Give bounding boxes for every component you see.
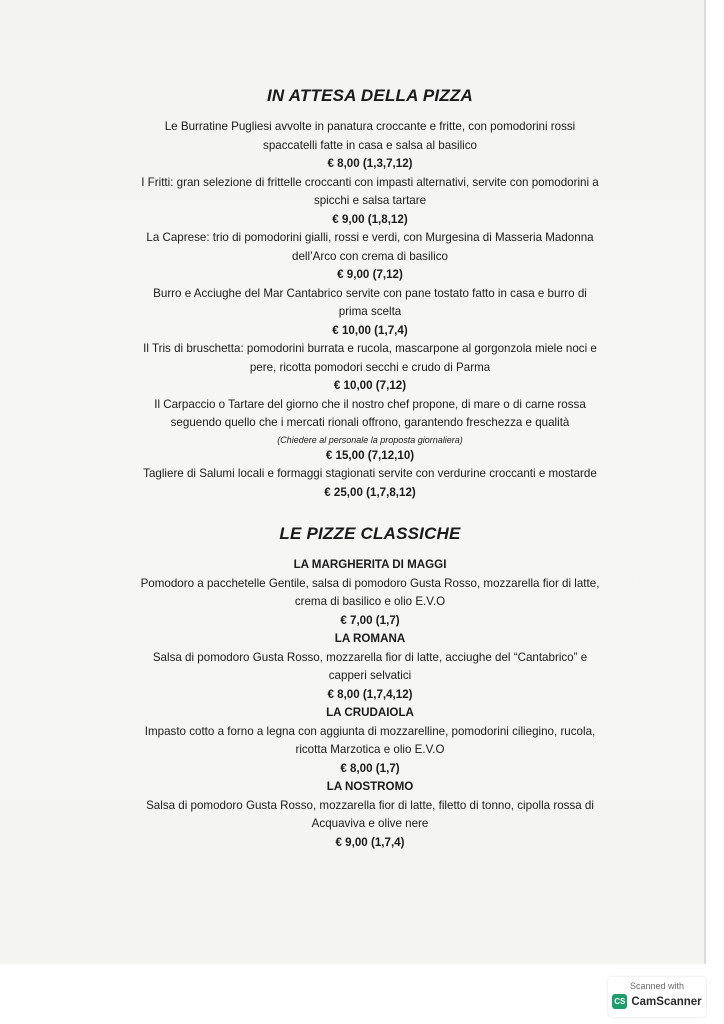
page-edge	[704, 0, 706, 964]
item-description: seguendo quello che i mercati rionali offrono, garantendo freschezza e qualità	[170, 416, 570, 429]
item-description: Le Burratine Pugliesi avvolte in panatura croccante e fritte, con pomodorini rossi	[164, 120, 576, 133]
item-price: € 8,00 (1,7)	[340, 761, 400, 775]
watermark-caption: Scanned with	[629, 981, 685, 991]
item-description: spicchi e salsa tartare	[313, 194, 427, 207]
menu-item-tagliere	[100, 465, 640, 502]
item-description: capperi selvatici	[328, 669, 412, 682]
item-price: € 9,00 (7,12)	[337, 268, 403, 281]
item-price: € 15,00 (7,12,10)	[325, 448, 415, 462]
pizza-name: LA NOSTROMO	[326, 780, 414, 793]
item-description: dell’Arco con crema di basilico	[292, 249, 448, 263]
item-price: € 8,00 (1,7,4,12)	[327, 687, 413, 701]
item-description: Salsa di pomodoro Gusta Rosso, mozzarella fior di latte, acciughe del “Cantabrico” e	[152, 650, 588, 664]
watermark-brand	[608, 994, 706, 1009]
pizza-name: LA ROMANA	[334, 632, 406, 645]
item-price: € 9,00 (1,7,4)	[335, 835, 405, 849]
pizza-margherita	[100, 556, 640, 630]
item-description: La Caprese: trio di pomodorini gialli, rossi e verdi, con Murgesina di Masseria Madonna	[146, 231, 594, 244]
section-title-pizze-classiche: LE PIZZE CLASSICHE	[279, 524, 461, 543]
pizza-crudaiola	[100, 704, 640, 778]
item-price: € 7,00 (1,7)	[340, 613, 400, 627]
item-description: Salsa di pomodoro Gusta Rosso, mozzarella fior di latte, filetto di tonno, cipolla rossa di	[146, 798, 594, 812]
item-price: € 10,00 (1,7,4)	[332, 323, 408, 337]
watermark-brand-name: CamScanner	[631, 995, 702, 1008]
item-description: Tagliere di Salumi locali e formaggi stagionati servite con verdurine croccanti e mostarde	[143, 467, 597, 480]
item-note: (Chiedere al personale la proposta giornaliera)	[277, 434, 463, 445]
item-description: prima scelta	[338, 305, 402, 318]
item-description: crema di basilico e olio E.V.O	[294, 595, 446, 608]
menu-item-burratine	[100, 118, 640, 174]
item-price: € 10,00 (7,12)	[333, 379, 407, 392]
item-description: I Fritti: gran selezione di frittelle croccanti con impasti alternativi, servite con pomodorini a	[141, 175, 599, 189]
menu-content	[100, 86, 640, 852]
item-price: € 9,00 (1,8,12)	[332, 212, 408, 226]
item-description: spaccatelli fatte in casa e salsa al basilico	[263, 138, 477, 152]
item-price: € 25,00 (1,7,8,12)	[324, 485, 416, 499]
item-description: Impasto cotto a forno a legna con aggiunta di mozzarelline, pomodorini ciliegino, rucola,	[144, 724, 596, 738]
camscanner-watermark	[608, 977, 706, 1017]
pizza-name: LA MARGHERITA DI MAGGI	[293, 558, 447, 571]
item-description: Acquaviva e olive nere	[311, 817, 429, 830]
menu-item-burro-acciughe	[100, 285, 640, 341]
menu-item-fritti	[100, 174, 640, 230]
camscanner-logo-icon: CS	[612, 994, 627, 1009]
pizza-name: LA CRUDAIOLA	[326, 706, 414, 719]
item-description: Il Carpaccio o Tartare del giorno che il nostro chef propone, di mare o di carne rossa	[154, 397, 586, 411]
menu-item-carpaccio	[100, 396, 640, 466]
pizza-nostromo	[100, 778, 640, 852]
item-price: € 8,00 (1,3,7,12)	[327, 157, 413, 170]
item-description: Il Tris di bruschetta: pomodorini burrata e rucola, mascarpone al gorgonzola miele noci e	[143, 342, 597, 355]
section-title-in-attesa: IN ATTESA DELLA PIZZA	[267, 86, 473, 105]
item-description: pere, ricotta pomodori secchi e crudo di Parma	[249, 360, 491, 374]
item-description: ricotta Marzotica e olio E.V.O	[295, 743, 445, 756]
menu-item-caprese	[100, 229, 640, 285]
menu-item-tris-bruschetta	[100, 340, 640, 396]
item-description: Pomodoro a pacchetelle Gentile, salsa di pomodoro Gusta Rosso, mozzarella fior di latte,	[140, 576, 600, 590]
pizza-romana	[100, 630, 640, 704]
item-description: Burro e Acciughe del Mar Cantabrico servite con pane tostato fatto in casa e burro di	[153, 286, 587, 300]
